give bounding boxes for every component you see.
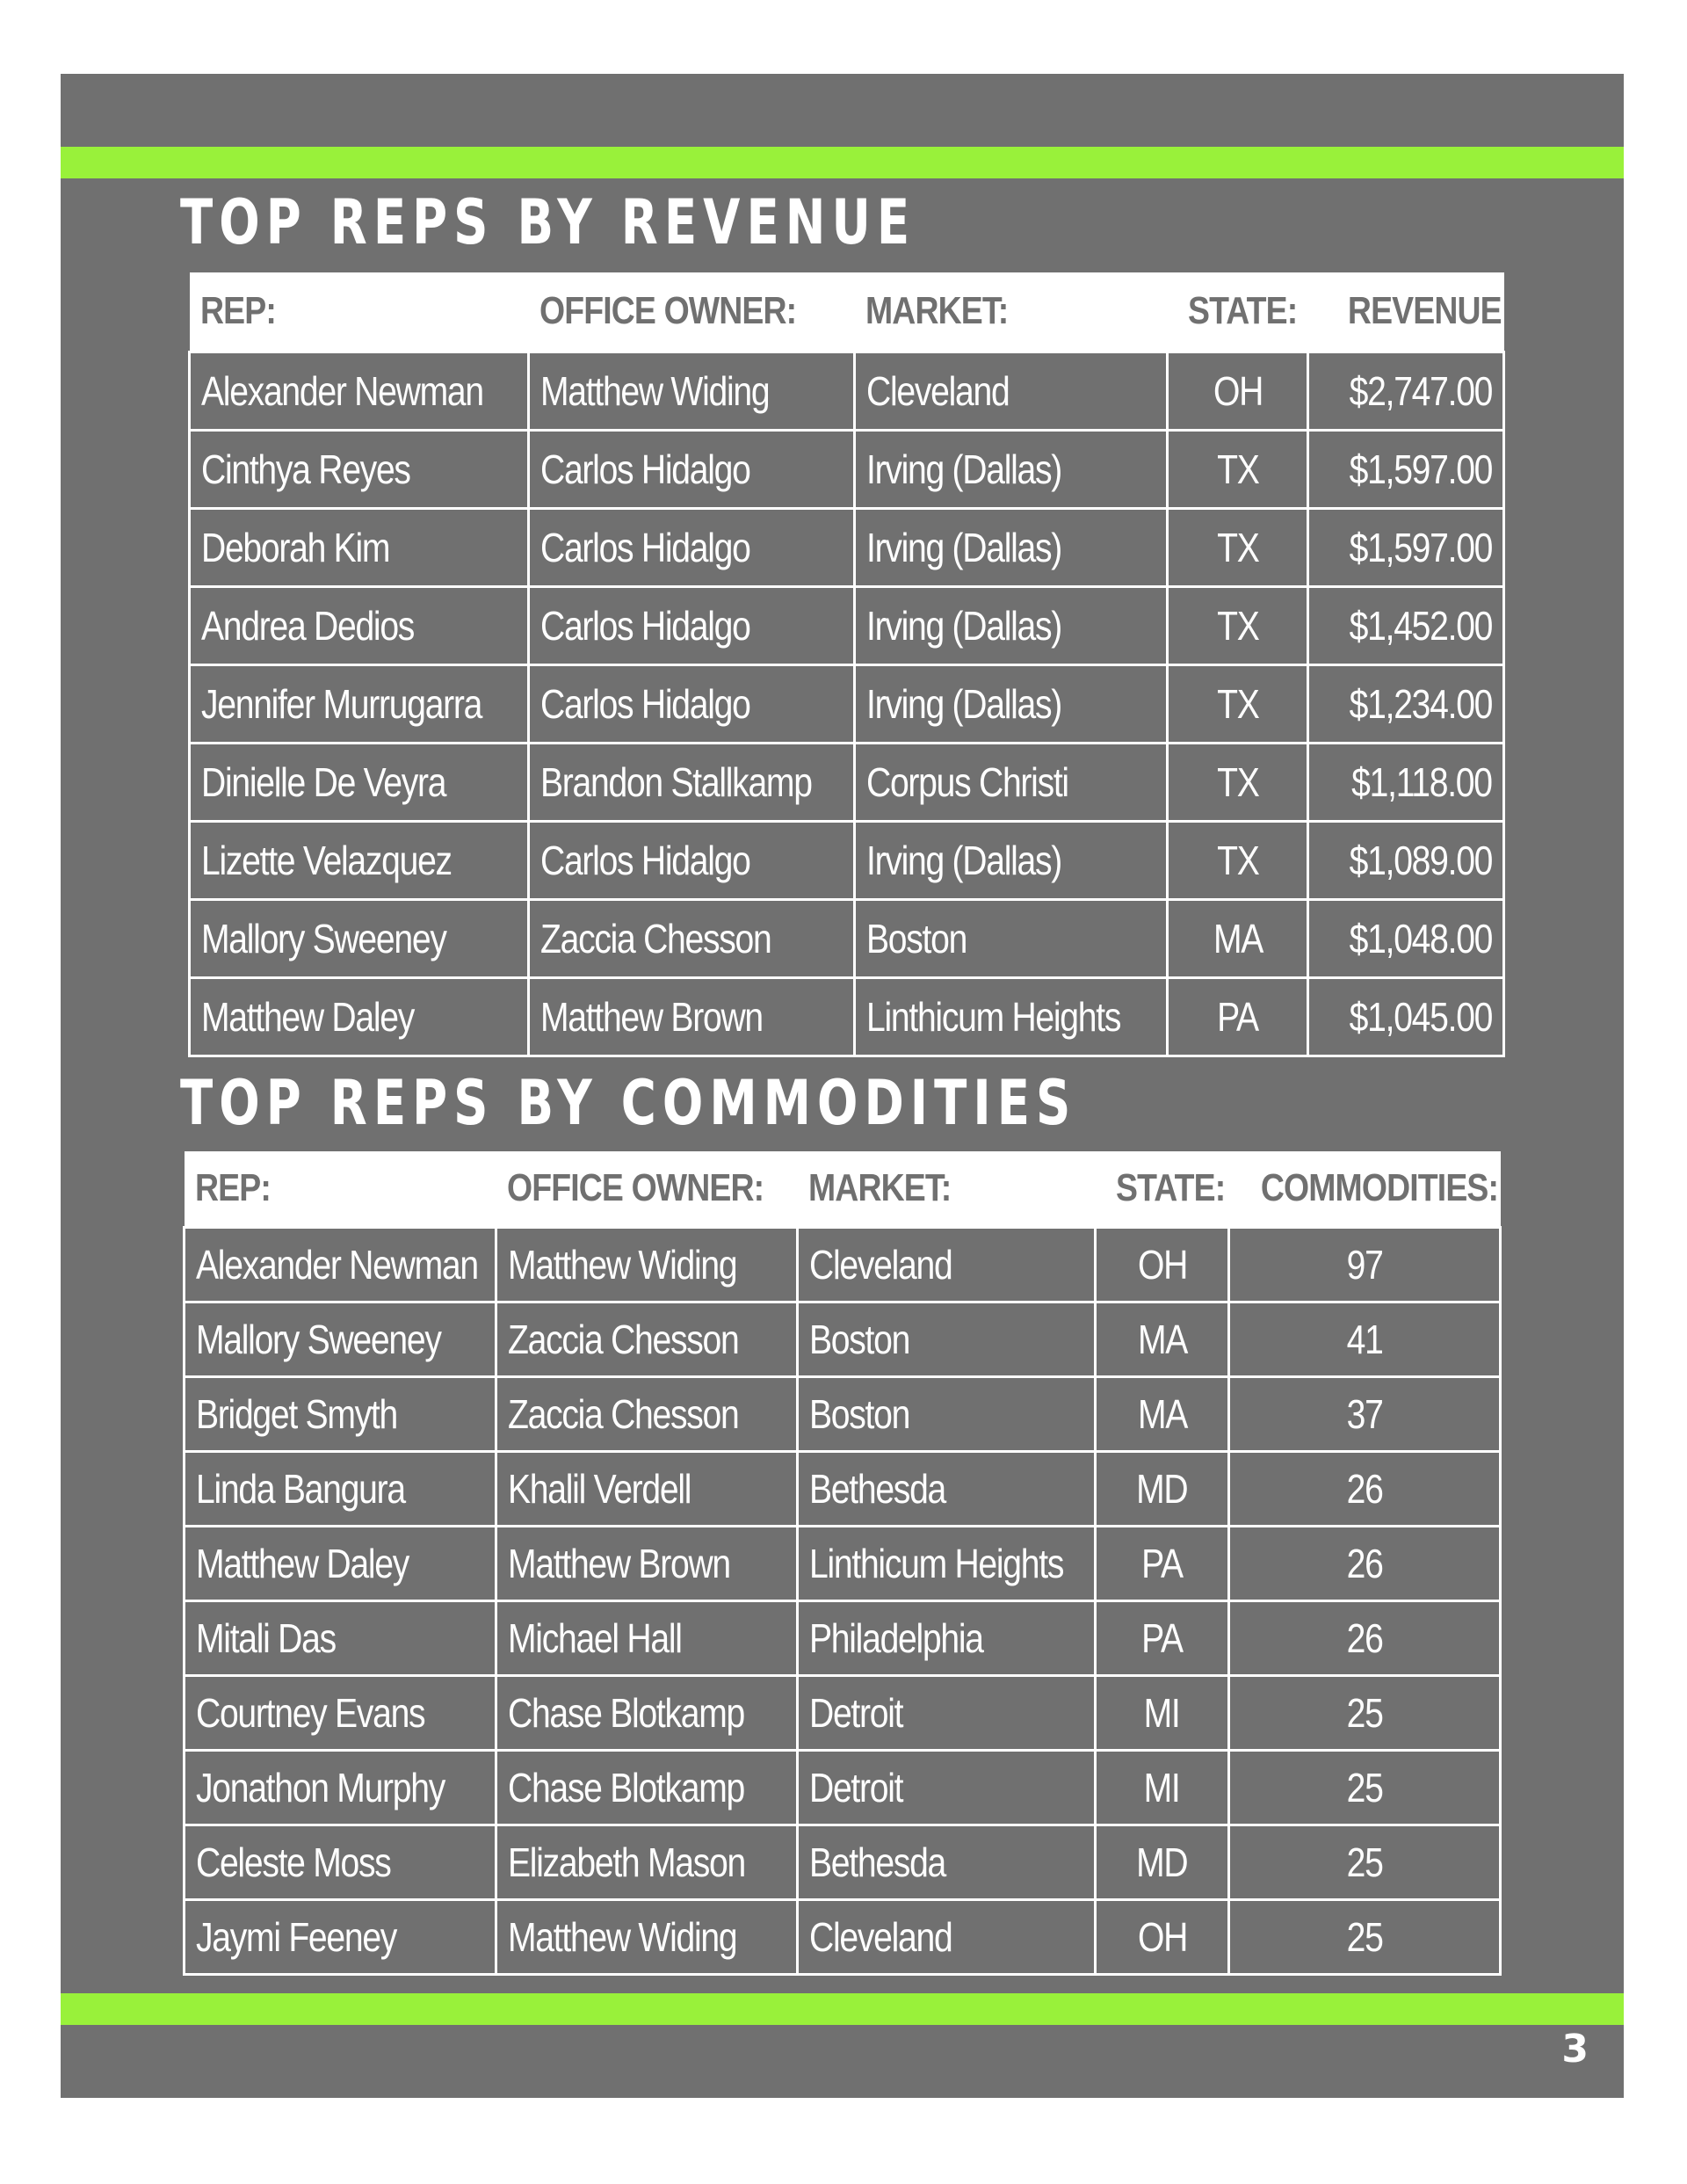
cell-state: OH [1096,1227,1229,1302]
revenue-table [188,272,1511,1057]
cell-market: Linthicum Heights [855,977,1168,1056]
cell-commodities: 26 [1229,1526,1501,1600]
table-row [185,1526,1501,1600]
cell-rep: Jennifer Murrugarra [190,664,529,743]
cell-rep: Alexander Newman [185,1227,496,1302]
cell-revenue: $1,048.00 [1308,899,1504,977]
cell-rep: Jonathon Murphy [185,1750,496,1825]
cell-rep: Celeste Moss [185,1825,496,1899]
table-row [190,586,1504,664]
cell-office-owner: Carlos Hidalgo [529,664,855,743]
cell-revenue: $1,452.00 [1308,586,1504,664]
cell-office-owner: Carlos Hidalgo [529,508,855,586]
table-header-row [190,272,1504,352]
cell-rep: Alexander Newman [190,352,529,430]
commodities-table [183,1151,1502,1976]
cell-commodities: 41 [1229,1302,1501,1376]
cell-market: Irving (Dallas) [855,586,1168,664]
cell-state: OH [1096,1899,1229,1974]
cell-market: Detroit [798,1675,1096,1750]
cell-rep: Bridget Smyth [185,1376,496,1451]
table-row [190,899,1504,977]
table-row [185,1302,1501,1376]
header-state: STATE: [1096,1151,1229,1227]
cell-rep: Matthew Daley [190,977,529,1056]
table-row [190,743,1504,821]
cell-state: MA [1168,899,1308,977]
header-rep: REP: [185,1151,496,1227]
header-commodities: COMMODITIES: [1229,1151,1501,1227]
cell-office-owner: Zaccia Chesson [496,1376,798,1451]
header-office-owner: OFFICE OWNER: [529,272,855,352]
cell-office-owner: Michael Hall [496,1600,798,1675]
cell-revenue: $1,089.00 [1308,821,1504,899]
cell-market: Corpus Christi [855,743,1168,821]
table-row [185,1825,1501,1899]
cell-office-owner: Carlos Hidalgo [529,586,855,664]
cell-market: Irving (Dallas) [855,821,1168,899]
cell-market: Cleveland [855,352,1168,430]
cell-market: Cleveland [798,1899,1096,1974]
cell-office-owner: Matthew Widing [529,352,855,430]
cell-state: MD [1096,1825,1229,1899]
cell-office-owner: Elizabeth Mason [496,1825,798,1899]
cell-commodities: 25 [1229,1825,1501,1899]
table-row [190,821,1504,899]
commodities-section-title: TOP REPS BY COMMODITIES [180,1067,1077,1139]
header-market: MARKET: [798,1151,1096,1227]
cell-market: Boston [798,1302,1096,1376]
cell-state: TX [1168,430,1308,508]
cell-rep: Mallory Sweeney [190,899,529,977]
header-office-owner: OFFICE OWNER: [496,1151,798,1227]
cell-market: Irving (Dallas) [855,430,1168,508]
cell-commodities: 25 [1229,1899,1501,1974]
cell-market: Bethesda [798,1825,1096,1899]
cell-rep: Linda Bangura [185,1451,496,1526]
cell-state: TX [1168,664,1308,743]
table-row [185,1750,1501,1825]
header-state: STATE: [1168,272,1308,352]
cell-rep: Dinielle De Veyra [190,743,529,821]
cell-market: Bethesda [798,1451,1096,1526]
cell-office-owner: Khalil Verdell [496,1451,798,1526]
cell-state: MI [1096,1750,1229,1825]
cell-state: TX [1168,743,1308,821]
cell-state: PA [1096,1526,1229,1600]
cell-market: Irving (Dallas) [855,664,1168,743]
cell-state: TX [1168,586,1308,664]
cell-office-owner: Chase Blotkamp [496,1675,798,1750]
cell-commodities: 26 [1229,1600,1501,1675]
cell-office-owner: Matthew Brown [496,1526,798,1600]
cell-revenue: $1,597.00 [1308,508,1504,586]
header-market: MARKET: [855,272,1168,352]
cell-state: PA [1096,1600,1229,1675]
table-row [185,1600,1501,1675]
header-revenue: REVENUE: [1308,272,1504,352]
table-row [185,1227,1501,1302]
cell-state: OH [1168,352,1308,430]
table-row [185,1675,1501,1750]
cell-rep: Matthew Daley [185,1526,496,1600]
cell-revenue: $1,597.00 [1308,430,1504,508]
cell-market: Boston [855,899,1168,977]
table-row [190,352,1504,430]
cell-rep: Mallory Sweeney [185,1302,496,1376]
cell-state: MD [1096,1451,1229,1526]
cell-state: TX [1168,508,1308,586]
header-rep: REP: [190,272,529,352]
cell-rep: Deborah Kim [190,508,529,586]
cell-revenue: $1,045.00 [1308,977,1504,1056]
cell-rep: Lizette Velazquez [190,821,529,899]
cell-market: Philadelphia [798,1600,1096,1675]
cell-rep: Courtney Evans [185,1675,496,1750]
cell-rep: Jaymi Feeney [185,1899,496,1974]
cell-state: MA [1096,1302,1229,1376]
cell-office-owner: Matthew Brown [529,977,855,1056]
cell-office-owner: Matthew Widing [496,1899,798,1974]
cell-rep: Cinthya Reyes [190,430,529,508]
table-row [190,977,1504,1056]
cell-state: MI [1096,1675,1229,1750]
table-row [185,1899,1501,1974]
cell-market: Detroit [798,1750,1096,1825]
cell-rep: Mitali Das [185,1600,496,1675]
table-row [185,1451,1501,1526]
cell-office-owner: Matthew Widing [496,1227,798,1302]
page-number: 3 [1561,2027,1589,2072]
cell-state: TX [1168,821,1308,899]
cell-commodities: 97 [1229,1227,1501,1302]
cell-market: Irving (Dallas) [855,508,1168,586]
cell-office-owner: Carlos Hidalgo [529,821,855,899]
cell-commodities: 37 [1229,1376,1501,1451]
cell-revenue: $2,747.00 [1308,352,1504,430]
table-row [190,664,1504,743]
cell-revenue: $1,234.00 [1308,664,1504,743]
cell-commodities: 26 [1229,1451,1501,1526]
revenue-section-title: TOP REPS BY REVENUE [180,186,916,258]
cell-market: Cleveland [798,1227,1096,1302]
cell-office-owner: Zaccia Chesson [496,1302,798,1376]
bottom-accent-bar [61,1993,1624,2025]
cell-office-owner: Zaccia Chesson [529,899,855,977]
cell-office-owner: Carlos Hidalgo [529,430,855,508]
cell-office-owner: Chase Blotkamp [496,1750,798,1825]
cell-rep: Andrea Dedios [190,586,529,664]
cell-state: MA [1096,1376,1229,1451]
table-header-row [185,1151,1501,1227]
cell-state: PA [1168,977,1308,1056]
table-row [185,1376,1501,1451]
cell-office-owner: Brandon Stallkamp [529,743,855,821]
cell-market: Linthicum Heights [798,1526,1096,1600]
table-row [190,508,1504,586]
table-row [190,430,1504,508]
cell-commodities: 25 [1229,1750,1501,1825]
top-accent-bar [61,147,1624,178]
cell-revenue: $1,118.00 [1308,743,1504,821]
cell-market: Boston [798,1376,1096,1451]
cell-commodities: 25 [1229,1675,1501,1750]
